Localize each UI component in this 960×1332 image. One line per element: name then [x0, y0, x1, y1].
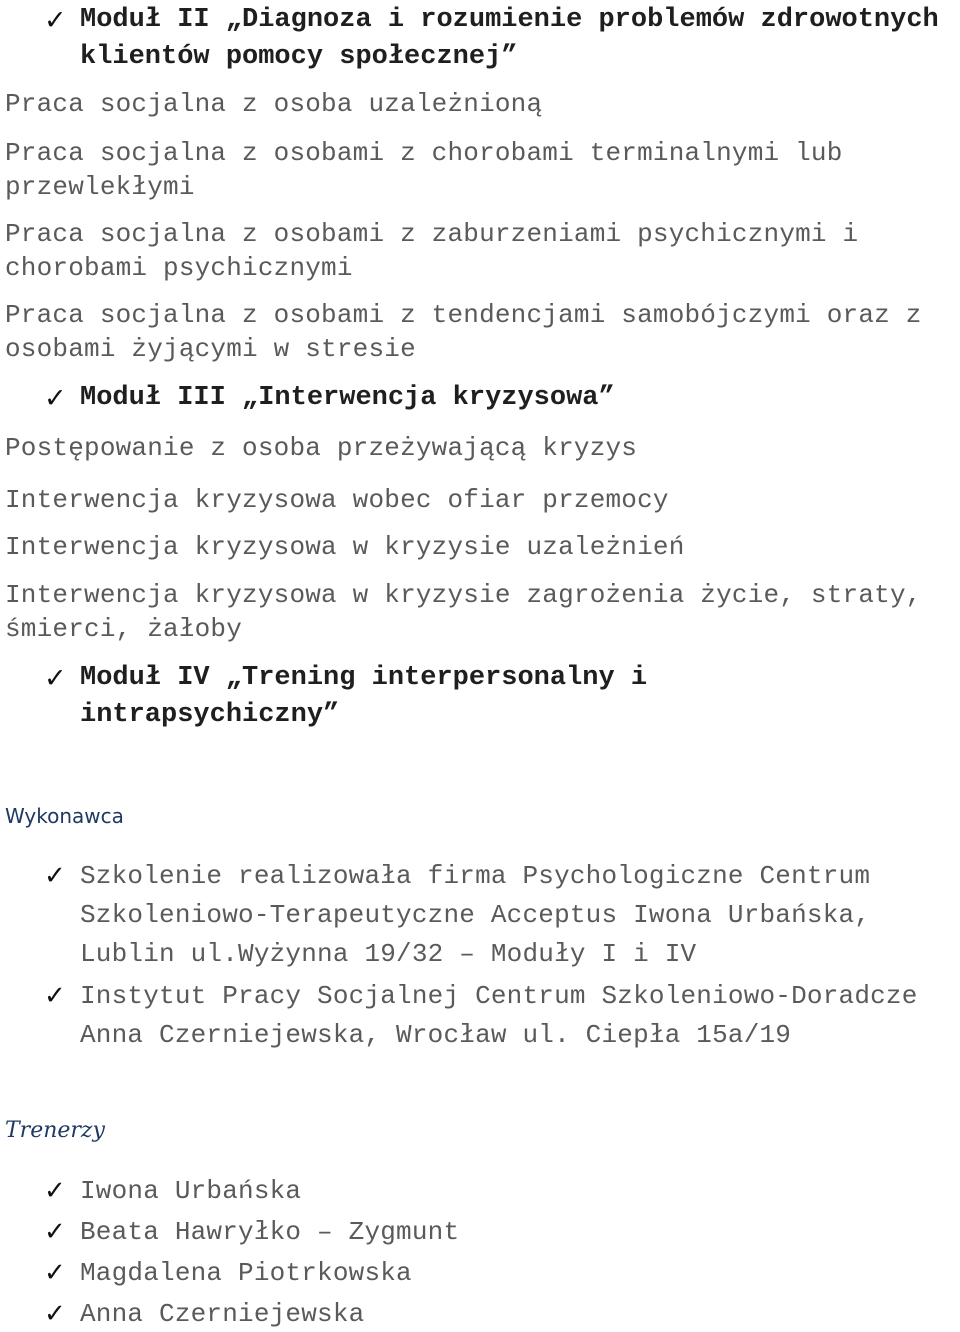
module-2-topic: Praca socjalna z osoba uzależnioną	[5, 89, 543, 119]
checkmark-icon: ✓	[44, 981, 66, 1011]
module-3-topic: Interwencja kryzysowa wobec ofiar przemocy	[5, 485, 669, 515]
trainers-label: Trenerzy	[5, 1118, 105, 1143]
trainer-item	[44, 1173, 960, 1209]
contractor-item-text: Szkolenie realizowała firma Psychologiczne Centrum Szkoleniowo-Terapeutyczne Acceptus Iwona Urbańska, Lublin ul.Wyżynna 19/32 – Moduły I i IV	[80, 861, 871, 969]
module-2-topic: Praca socjalna z osobami z tendencjami samobójczymi oraz z osobami żyjącymi w stresie	[5, 300, 922, 364]
module-4-heading	[44, 660, 804, 734]
module-2-topic: Praca socjalna z osobami z zaburzeniami psychicznymi i chorobami psychicznymi	[5, 219, 859, 283]
trainer-name: Magdalena Piotrkowska	[80, 1258, 412, 1288]
contractor-item-text: Instytut Pracy Socjalnej Centrum Szkoleniowo-Doradcze Anna Czerniejewska, Wrocław ul. Ciepła 15a/19	[80, 981, 918, 1050]
module-4-title: Moduł IV „Trening interpersonalny i intrapsychiczny”	[80, 663, 648, 730]
module-2-title: Moduł II „Diagnoza i rozumienie problemów zdrowotnych klientów pomocy społecznej”	[80, 5, 939, 72]
contractor-label: Wykonawca	[5, 804, 124, 828]
trainer-name: Iwona Urbańska	[80, 1176, 302, 1206]
module-2-topic: Praca socjalna z osobami z chorobami terminalnymi lub przewlekłymi	[5, 138, 843, 202]
module-3-heading	[44, 380, 954, 417]
checkmark-icon: ✓	[44, 5, 67, 36]
checkmark-icon: ✓	[44, 1299, 66, 1329]
checkmark-icon: ✓	[44, 861, 66, 891]
checkmark-icon: ✓	[44, 1258, 66, 1288]
trainer-item	[44, 1255, 960, 1291]
trainer-item	[44, 1296, 960, 1332]
module-3-topic: Interwencja kryzysowa w kryzysie zagrożenia życie, straty, śmierci, żałoby	[5, 580, 922, 644]
checkmark-icon: ✓	[44, 383, 67, 414]
trainer-name: Anna Czerniejewska	[80, 1299, 365, 1329]
trainer-item	[44, 1214, 960, 1250]
trainer-name: Beata Hawryłko – Zygmunt	[80, 1217, 460, 1247]
module-2-heading	[44, 2, 954, 76]
module-3-title: Moduł III „Interwencja kryzysowa”	[80, 383, 615, 413]
module-3-topic: Postępowanie z osoba przeżywającą kryzys	[5, 433, 638, 463]
contractor-item	[44, 977, 924, 1055]
contractor-item	[44, 857, 960, 974]
module-3-topic: Interwencja kryzysowa w kryzysie uzależnień	[5, 532, 685, 562]
checkmark-icon: ✓	[44, 1176, 66, 1206]
checkmark-icon: ✓	[44, 1217, 66, 1247]
checkmark-icon: ✓	[44, 663, 67, 694]
